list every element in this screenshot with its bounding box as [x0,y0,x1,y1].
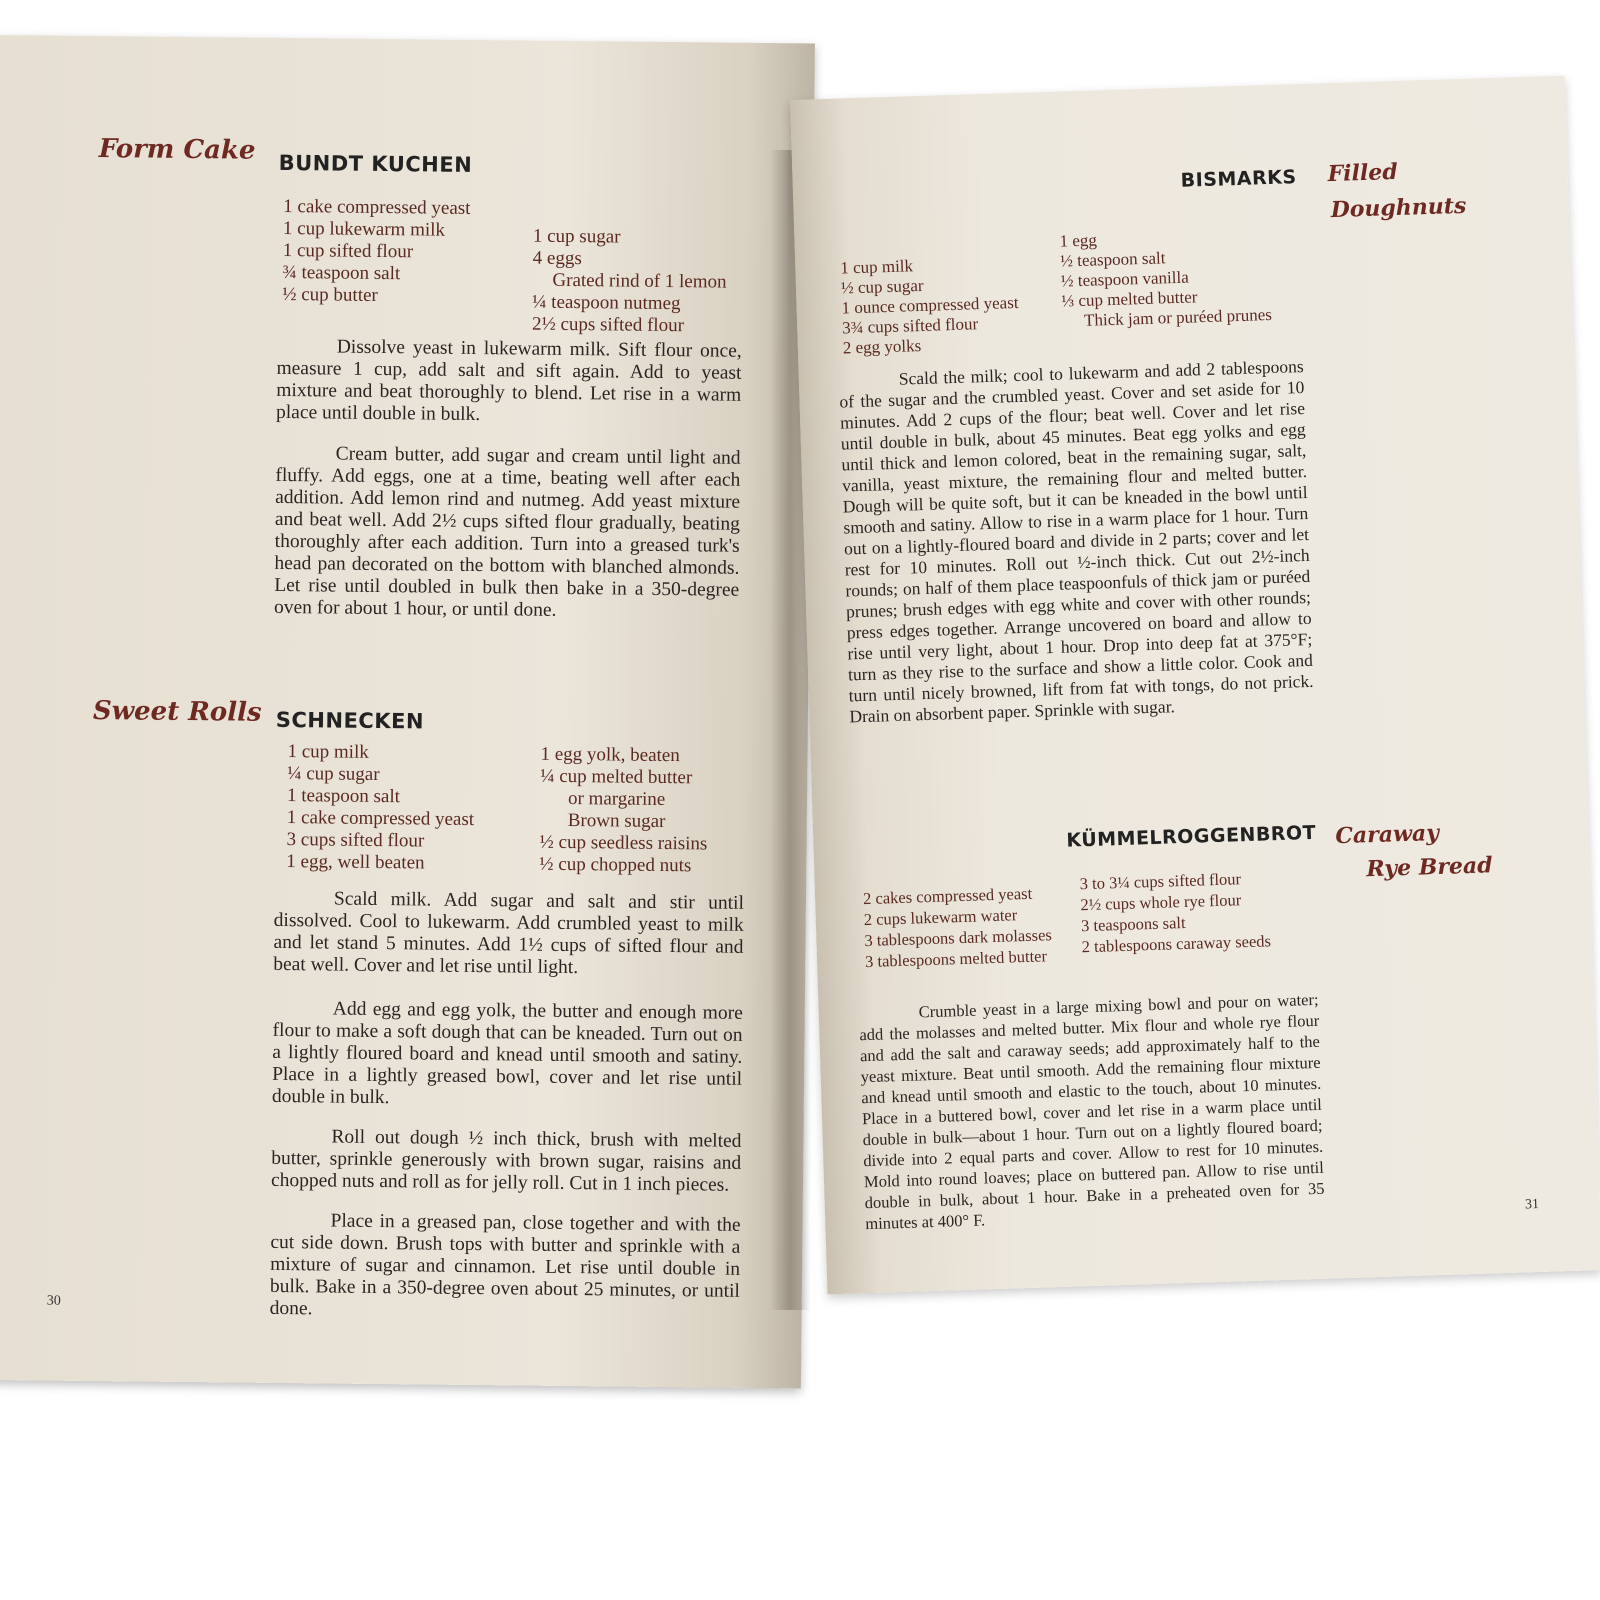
ingredient: 1 teaspoon salt [286,785,401,808]
schnecken-paragraph: Roll out dough ½ inch thick, brush with melted butter, sprinkle generously with brown sugar, raisins and chopped nuts and roll as for jelly roll. Cut in 1 inch pieces. [270,1126,742,1196]
schnecken-ingredients-right [539,744,708,878]
bismarks-title: BISMARKS [1180,166,1297,192]
ingredient: ½ cup butter [282,283,378,306]
ingredient: ½ cup chopped nuts [539,853,692,877]
ingredient: 1 cup milk [840,256,914,278]
schnecken-side-title: Sweet Rolls [92,696,262,728]
ingredient: Thick jam or puréed prunes [1083,304,1273,330]
kummel-paragraph: Crumble yeast in a large mixing bowl and pour on water; add the molasses and melted butter. Mix flour and whole rye flour and add the salt and caraway seeds; add approximately half to the yeast mixture. Beat until smooth. Add the remaining flour mixture and knead until smooth and elastic to the touch, about 10 minutes. Place in a buttered bowl, cover and let rise in a warm place until double in bulk—about 1 hour. Turn out on a lightly floured board; divide into 2 equal parts and cover. Allow to rest for 10 minutes. Mold into round loaves; place on buttered pan. Allow to rise until double in bulk, about 1 hour. Bake in a preheated oven for 35 minutes at 400° F. [859,989,1325,1234]
ingredient: 2½ cups sifted flour [531,313,685,337]
left-page [0,35,815,1388]
ingredient: 1 cake compressed yeast [286,807,475,831]
bundt-paragraph: Dissolve yeast in lukewarm milk. Sift flour once, measure 1 cup, add salt and sift again. Add to yeast mixture and beat thoroughly to blend. Let rise in a warm place until double in bulk. [275,336,742,426]
bismarks-ingredients-right [1059,225,1272,332]
kummel-ingredients-right [1079,867,1271,957]
ingredient: ½ teaspoon vanilla [1060,267,1190,291]
ingredient: 3 to 3¼ cups sifted flour [1079,869,1242,894]
schnecken-paragraph: Scald milk. Add sugar and salt and stir until dissolved. Cool to lukewarm. Add crumbled yeast to milk and let stand 5 minutes. Add 1½ cups of sifted flour and beat well. Cover and let rise until light. [273,888,745,979]
ingredient: 1 cup sugar [532,225,621,248]
ingredient: 1 cake compressed yeast [283,195,471,219]
kummel-title: KÜMMELROGGENBROT [1066,821,1317,852]
ingredient: Grated rind of 1 lemon [552,269,727,293]
bundt-side-title: Form Cake [98,134,256,166]
bismarks-side-title-1: Filled [1327,158,1399,188]
ingredient: 1 cup lukewarm milk [282,217,446,241]
schnecken-title: SCHNECKEN [275,707,425,734]
bundt-ingredients-right [532,226,727,338]
bismarks-paragraph: Scald the milk; cool to lukewarm and add 2 tablespoons of the sugar and the crumbled yeast. Cover and set aside for 10 minutes. Add 2 cups of the flour; beat well. Cover and let rise until double in bulk, about 45 minutes. Beat egg yolks and egg until thick and lemon colored, beat in the remaining sugar, salt, vanilla, yeast mixture, the remaining flour and melted butter. Dough will be quite soft, but it can be kneaded in the bowl until smooth and satiny. Allow to rise in a warm place for 1 hour. Turn out on a lightly-floured board and divide in 2 parts; cover and let rest for 10 minutes. Roll out ½-inch thick. Cut out 2½-inch rounds; on half of them place teaspoonfuls of thick jam or puréed prunes; brush edges with egg white and cover with other rounds; press edges together. Arrange uncovered on board and allow to rise until very light, about 1 hour. Drop into deep fat at 375°F; turn as they rise to the surface and show a little color. Cook and turn until nicely browned, lift from fat with tongs, do not prick. Drain on absorbent paper. Sprinkle with sugar. [839,356,1314,727]
ingredient: 1 egg [1059,230,1098,251]
ingredient: ½ teaspoon salt [1059,248,1166,271]
ingredient: 1 egg, well beaten [286,851,425,874]
ingredient: 1 cup sifted flour [282,239,414,263]
ingredient: 2 egg yolks [842,336,922,358]
ingredient: ¼ cup melted butter [540,765,693,789]
ingredient: ¾ teaspoon salt [282,261,401,285]
right-page [790,76,1600,1295]
bundt-title: BUNDT KUCHEN [278,150,473,177]
ingredient: 3 tablespoons melted butter [864,946,1048,972]
schnecken-paragraph: Place in a greased pan, close together and with the cut side down. Brush tops with butter and sprinkle with a mixture of sugar and cinnamon. Let rise until double in bulk. Bake in a 350-degree oven about 25 minutes, or until done. [269,1210,741,1320]
ingredient: Brown sugar [567,809,666,833]
ingredient: or margarine [567,787,666,811]
schnecken-ingredients-left [286,741,475,875]
ingredient: 2 cups lukewarm water [863,905,1018,930]
page-number-right: 31 [1524,1197,1540,1213]
ingredient: 1 egg yolk, beaten [540,743,680,767]
bundt-ingredients-left [282,196,470,308]
ingredient: 1 ounce compressed yeast [841,292,1019,318]
ingredient: ¼ teaspoon nutmeg [532,291,681,315]
ingredient: 3 tablespoons dark molasses [864,925,1053,951]
kummel-ingredients-left [863,882,1053,972]
ingredient: 2½ cups whole rye flour [1080,890,1242,915]
page-number-left: 30 [46,1293,61,1309]
ingredient: ½ cup sugar [840,275,924,298]
bundt-paragraph: Cream butter, add sugar and cream until light and fluffy. Add eggs, one at a time, beating well after each addition. Add lemon rind and nutmeg. Add yeast mixture and beat well. Add 2½ cups sifted flour gradually, beating thoroughly after each addition. Turn into a greased turk's head pan decorated on the bottom with blanched almonds. Let rise until doubled in bulk then bake in a 350-degree oven for about 1 hour, or until done. [273,443,741,621]
kummel-side-title-2: Rye Bread [1366,852,1493,883]
ingredient: 3 teaspoons salt [1080,912,1186,936]
ingredient: 2 cakes compressed yeast [862,883,1033,909]
ingredient: 3¾ cups sifted flour [841,314,979,338]
ingredient: ⅓ cup melted butter [1061,287,1198,311]
kummel-side-title-1: Caraway [1334,819,1440,850]
ingredient: ¼ cup sugar [287,763,380,786]
ingredient: 2 tablespoons caraway seeds [1081,931,1272,957]
ingredient: 3 cups sifted flour [286,829,425,852]
bismarks-side-title-2: Doughnuts [1330,192,1467,224]
bismarks-ingredients-left [840,253,1020,359]
schnecken-paragraph: Add egg and egg yolk, the butter and enough more flour to make a soft dough that can be kneaded. Turn out on a lightly floured board and knead until smooth and satiny. Place in a lightly greased bowl, cover and let rise until double in bulk. [271,998,743,1109]
ingredient: ½ cup seedless raisins [539,831,708,855]
ingredient: 1 cup milk [287,741,369,763]
ingredient: 4 eggs [532,247,582,270]
